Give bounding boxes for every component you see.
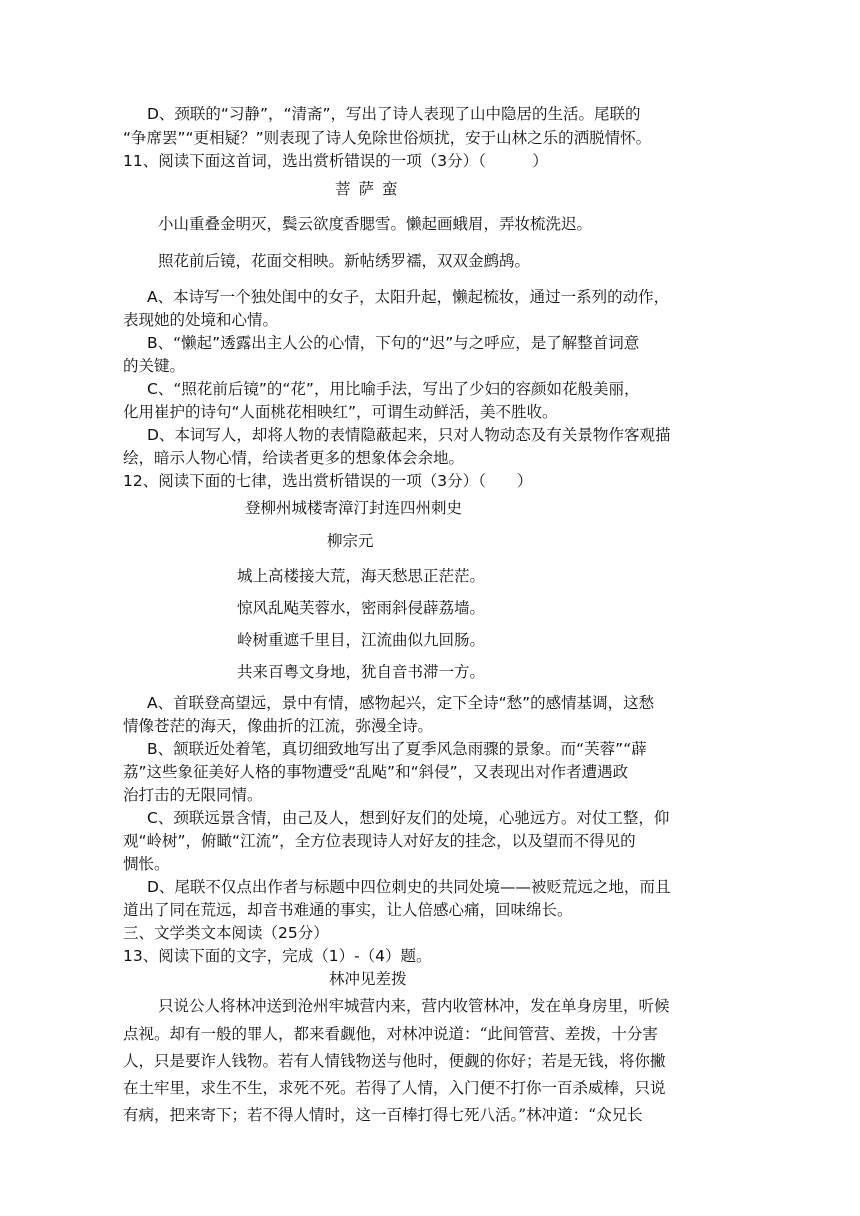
q12-poem-author: 柳宗元 [327,532,374,550]
q12-option-d-line2: 道出了同在荒远，却音书难通的事实，让人倍感心痛，回味绵长。 [123,901,573,919]
q11-option-a-line2: 表现她的处境和心情。 [123,311,279,329]
q11-option-c-line1: C、“照花前后镜”的“花”，用比喻手法，写出了少妇的容颜如花般美丽， [147,380,640,398]
q12-option-b-line3: 治打击的无限同情。 [123,786,263,804]
q10-option-d-line1: D、颈联的“习静”，“清斋”，写出了诗人表现了山中隐居的生活。尾联的 [147,105,641,123]
q11-option-d-line2: 绘，暗示人物心情，给读者更多的想象体会余地。 [123,449,465,467]
q12-option-b-line1: B、颔联近处着笔，真切细致地写出了夏季风急雨骤的景象。而“芙蓉”“薜 [147,740,647,758]
q11-poem-line: 照花前后镜，花面交相映。新帖绣罗襦，双双金鹧鸪。 [158,252,531,270]
section-heading: 三、文学类文本阅读（25分） [123,924,329,942]
q11-poem-line: 小山重叠金明灭，鬓云欲度香腮雪。懒起画蛾眉，弄妆梳洗迟。 [158,215,593,233]
q13-passage-line: 在土牢里，求生不生，求死不死。若得了人情，入门便不打你一百杀威棒，只说 [123,1079,666,1097]
q12-option-c-line3: 惆怅。 [123,855,170,873]
q12-prompt: 12、阅读下面的七律，选出赏析错误的一项（3分）（ ） [123,472,533,490]
q12-poem-line: 岭树重遮千里目，江流曲似九回肠。 [237,631,486,649]
q13-passage-line: 点视。却有一般的罪人，都来看觑他，对林冲说道：“此间管营、差拨，十分害 [123,1025,658,1043]
q13-passage-line: 人，只是要诈人钱物。若有人情钱物送与他时，便觑的你好；若是无钱，将你撇 [123,1052,666,1070]
q11-prompt: 11、阅读下面这首词，选出赏析错误的一项（3分）（ ） [123,152,548,170]
q13-prompt: 13、阅读下面的文字，完成（1）-（4）题。 [123,947,432,965]
q11-option-b-line1: B、“懒起”透露出主人公的心情，下句的“迟”与之呼应，是了解整首词意 [147,334,640,352]
q11-option-c-line2: 化用崔护的诗句“人面桃花相映红”，可谓生动鲜活，美不胜收。 [123,403,558,421]
q10-option-d-line2: “争席罢”“更相疑？”则表现了诗人免除世俗烦扰，安于山林之乐的洒脱情怀。 [123,129,652,147]
q11-option-b-line2: 的关键。 [123,357,186,375]
q12-poem-line: 共来百粤文身地，犹自音书滞一方。 [237,663,486,681]
q11-option-a-line1: A、本诗写一个独处闺中的女子，太阳升起，懒起梳妆，通过一系列的动作， [147,288,670,306]
q13-passage-line: 只说公人将林冲送到沧州牢城营内来，营内收管林冲，发在单身房里，听候 [158,997,670,1015]
q12-option-c-line2: 观“岭树”，俯瞰“江流”，全方位表现诗人对好友的挂念，以及望而不得见的 [123,832,636,850]
q12-option-d-line1: D、尾联不仅点出作者与标题中四位刺史的共同处境——被贬荒远之地，而且 [147,878,671,896]
q11-poem-title: 菩萨蛮 [335,180,406,198]
q12-poem-line: 城上高楼接大荒，海天愁思正茫茫。 [237,567,486,585]
q12-poem-title: 登柳州城楼寄漳汀封连四州刺史 [245,499,463,517]
q12-option-c-line1: C、颈联远景含情，由己及人，想到好友们的处境，心驰远方。对仗工整，仰 [147,809,670,827]
q12-option-a-line2: 情像苍茫的海天，像曲折的江流，弥漫全诗。 [123,717,434,735]
q11-option-d-line1: D、本词写人，却将人物的表情隐蔽起来，只对人物动态及有关景物作客观描 [147,426,671,444]
q12-poem-line: 惊风乱飐芙蓉水，密雨斜侵薜荔墙。 [237,599,486,617]
q12-option-b-line2: 荔”这些象征美好人格的事物遭受“乱飐”和“斜侵”，又表现出对作者遭遇政 [123,763,629,781]
q12-option-a-line1: A、首联登高望远，景中有情，感物起兴，定下全诗“愁”的感情基调，这愁 [147,694,655,712]
q13-passage-title: 林冲见差拨 [329,970,407,988]
q13-passage-line: 有病，把来寄下；若不得人情时，这一百棒打得七死八活。”林冲道：“众兄长 [123,1106,643,1124]
